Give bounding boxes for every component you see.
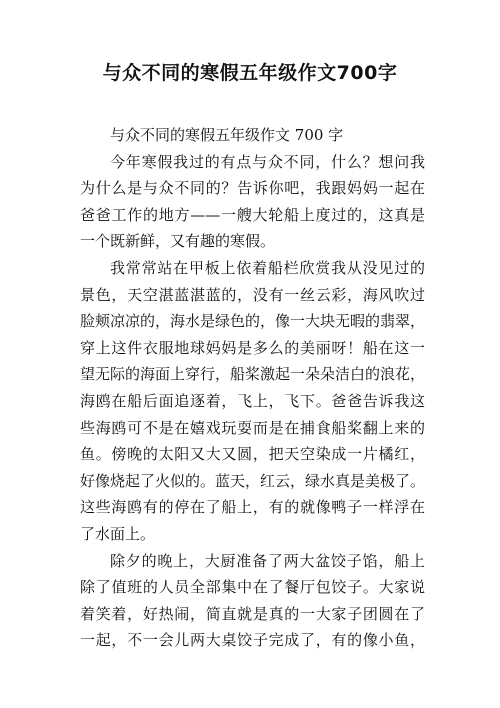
- paragraph-3-line-2: 除了值班的人员全部集中在了餐厅包饺子。大家说: [80, 578, 425, 597]
- paragraph-2-line-1: 我常常站在甲板上依着船栏欣赏我从没见过的: [110, 258, 425, 277]
- paragraph-2-line-9: 好像烧起了火似的。蓝天，红云，绿水真是美极了。: [80, 471, 426, 490]
- document-subtitle: 与众不同的寒假五年级作文 700 字: [110, 126, 344, 144]
- paragraph-1-line-4: 一个既新鲜，又有趣的寒假。: [80, 232, 276, 251]
- paragraph-1-line-1: 今年寒假我过的有点与众不同，什么？想问我: [110, 152, 425, 171]
- paragraph-2-line-7: 些海鸥可不是在嬉戏玩耍而是在捕食船桨翻上来的: [80, 418, 425, 437]
- document-title: 与众不同的寒假五年级作文700字: [102, 62, 398, 84]
- paragraph-3-line-1: 除夕的晚上，大厨准备了两大盆饺子馅，船上: [110, 551, 425, 570]
- document-body: [80, 122, 425, 654]
- paragraph-2-line-5: 望无际的海面上穿行，船桨激起一朵朵洁白的浪花，: [80, 365, 426, 384]
- paragraph-2-line-11: 了水面上。: [80, 524, 156, 543]
- paragraph-2-line-10: 这些海鸥有的停在了船上，有的就像鸭子一样浮在: [80, 498, 425, 517]
- paragraph-2-line-2: 景色，天空湛蓝湛蓝的，没有一丝云彩，海风吹过: [80, 285, 425, 304]
- paragraph-2-line-6: 海鸥在船后面追逐着，飞上，飞下。爸爸告诉我这: [80, 391, 425, 410]
- paragraph-1-line-2: 为什么是与众不同的？告诉你吧，我跟妈妈一起在: [80, 179, 425, 198]
- paragraph-2-line-4: 穿上这件衣服地球妈妈是多么的美丽呀！船在这一: [80, 338, 425, 357]
- paragraph-1-line-3: 爸爸工作的地方——一艘大轮船上度过的，这真是: [80, 205, 425, 224]
- paragraph-3-line-4: 一起，不一会儿两大桌饺子完成了，有的像小鱼，: [80, 631, 425, 650]
- paragraph-2-line-3: 脸颊凉凉的，海水是绿色的，像一大块无暇的翡翠，: [80, 312, 426, 331]
- paragraph-2-line-8: 鱼。傍晚的太阳又大又圆，把天空染成一片橘红，: [80, 445, 425, 464]
- paragraph-3-line-3: 着笑着，好热闹，简直就是真的一大家子团圆在了: [80, 604, 425, 623]
